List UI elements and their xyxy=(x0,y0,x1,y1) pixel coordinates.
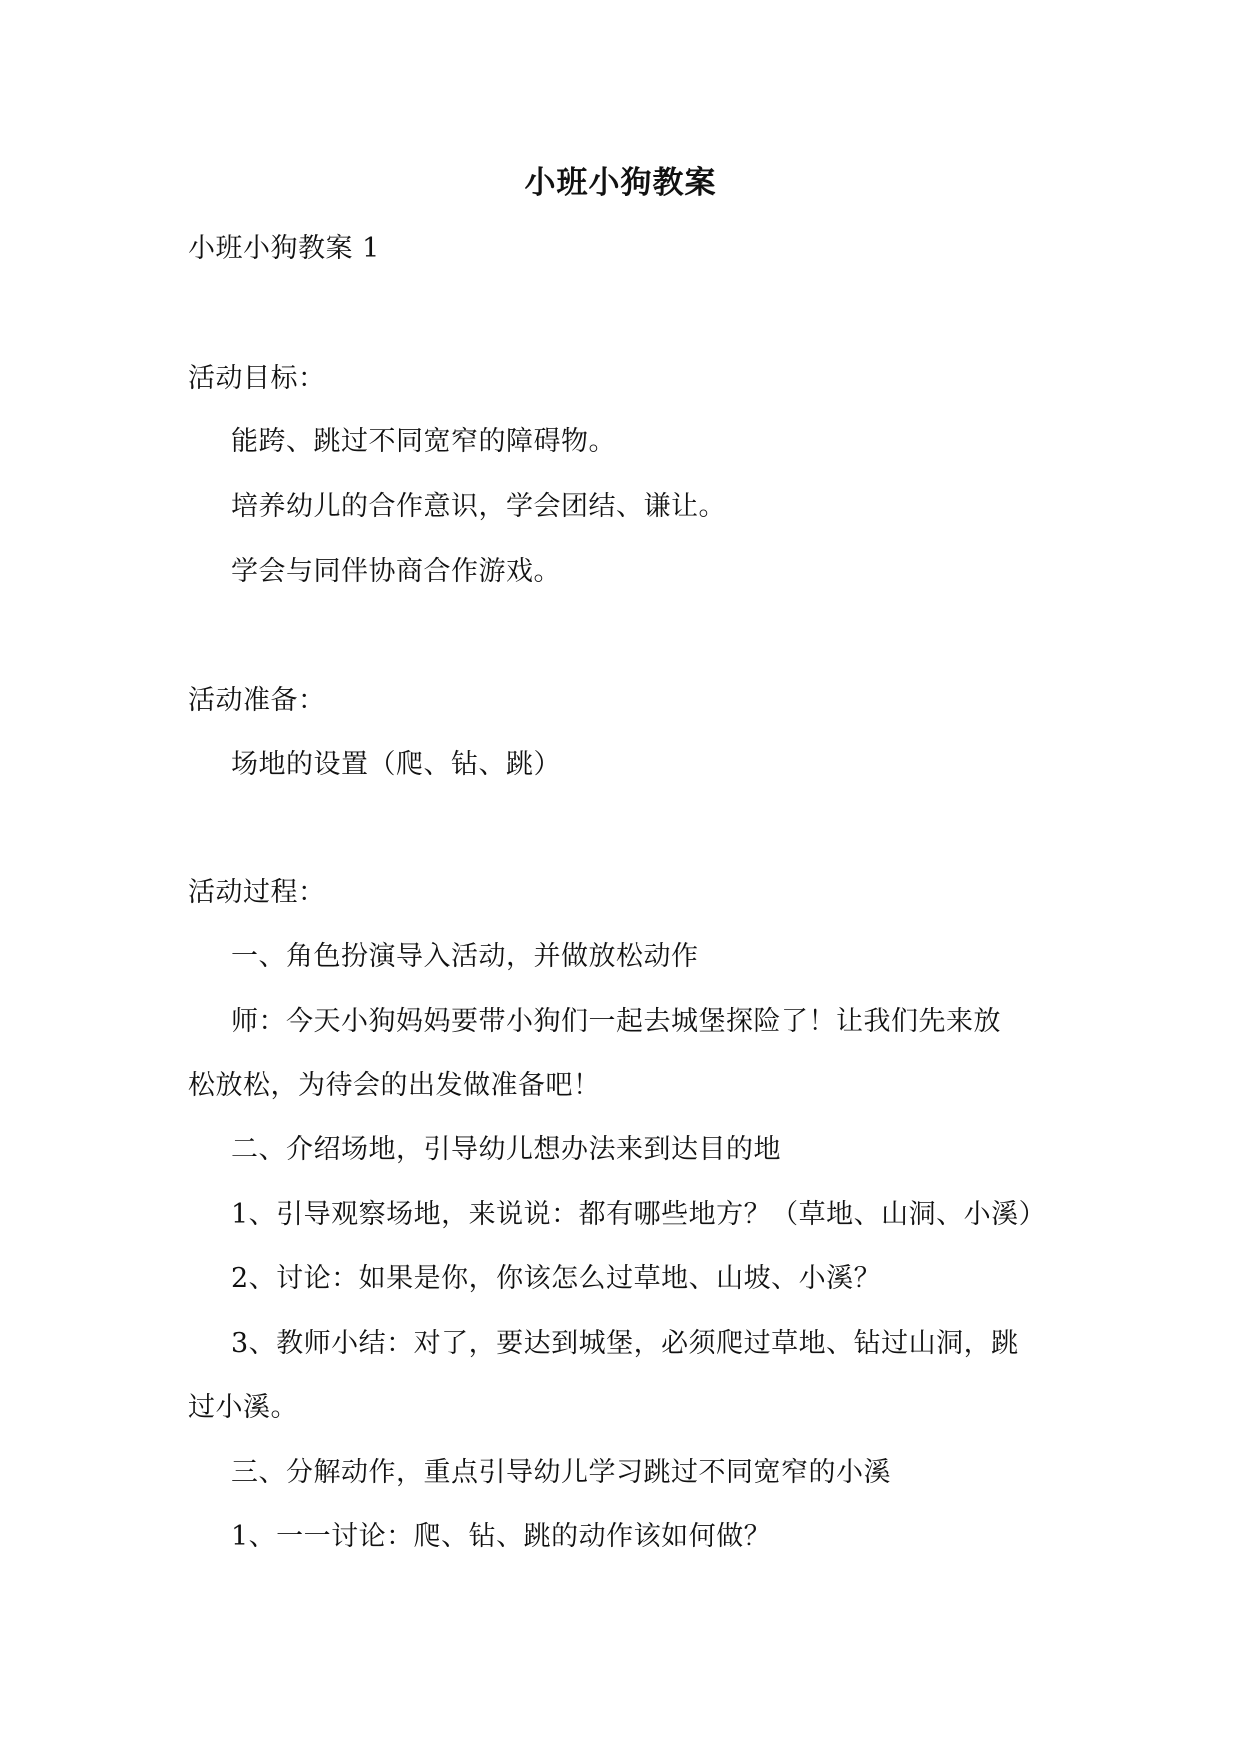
process-heading: 活动过程： xyxy=(188,877,326,908)
prep-item: 场地的设置（爬、钻、跳） xyxy=(231,749,561,780)
process-line: 1、一一讨论：爬、钻、跳的动作该如何做？ xyxy=(231,1521,772,1552)
goal-item: 学会与同伴协商合作游戏。 xyxy=(231,556,561,587)
goals-heading: 活动目标： xyxy=(188,363,326,394)
process-line: 一、角色扮演导入活动，并做放松动作 xyxy=(231,941,699,972)
goal-item: 培养幼儿的合作意识，学会团结、谦让。 xyxy=(231,491,726,522)
process-line: 师：今天小狗妈妈要带小狗们一起去城堡探险了！让我们先来放 xyxy=(231,1006,1001,1037)
process-line: 1、引导观察场地，来说说：都有哪些地方？（草地、山洞、小溪） xyxy=(231,1199,1047,1230)
prep-heading: 活动准备： xyxy=(188,685,326,716)
process-line: 二、介绍场地，引导幼儿想办法来到达目的地 xyxy=(231,1134,781,1165)
document-subtitle: 小班小狗教案 1 xyxy=(188,233,380,264)
process-line: 三、分解动作，重点引导幼儿学习跳过不同宽窄的小溪 xyxy=(231,1457,891,1488)
process-line: 松放松，为待会的出发做准备吧！ xyxy=(188,1070,601,1101)
process-line: 2、讨论：如果是你，你该怎么过草地、山坡、小溪？ xyxy=(231,1263,882,1294)
process-line: 3、教师小结：对了，要达到城堡，必须爬过草地、钻过山洞，跳 xyxy=(231,1328,1019,1359)
goal-item: 能跨、跳过不同宽窄的障碍物。 xyxy=(231,426,616,457)
document-title: 小班小狗教案 xyxy=(524,165,717,201)
process-line: 过小溪。 xyxy=(188,1392,298,1423)
